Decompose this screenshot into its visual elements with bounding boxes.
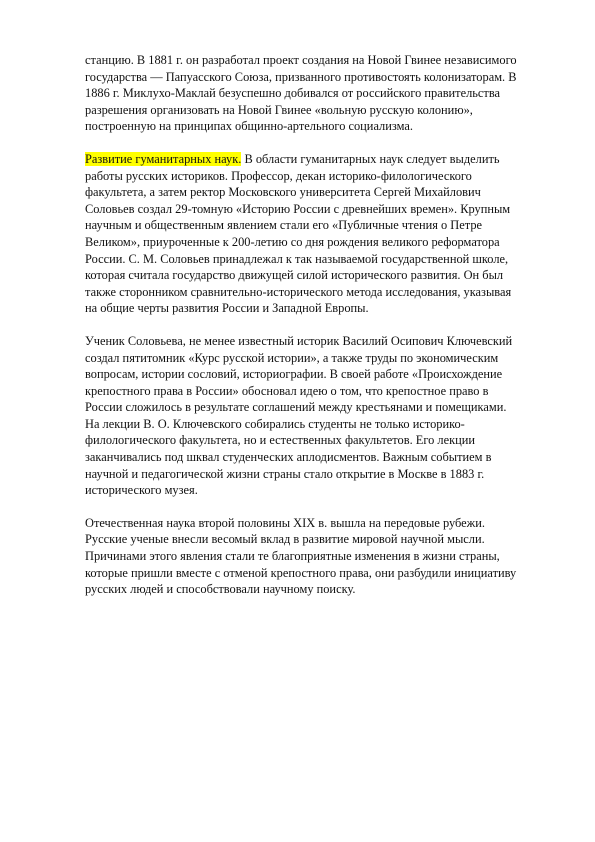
paragraph-humanities [85,151,517,317]
highlighted-heading: Развитие гуманитарных наук. [85,151,242,166]
paragraph-klyuchevsky [85,333,517,499]
paragraph-text: В области гуманитарных наук следует выделить работы русских историков. Профессор, декан историко-филологического факультета, а затем ректор Московского университета Сергей Михайлович Соловьев создал 29-томную «Историю России с древнейших времен». Крупным научным и общественным явлением стали его «Публичные чтения о Петре Великом», приуроченные к 200-летию со дня рождения великого реформатора России. С. М. Соловьев принадлежал к так называемой государственной школе, которая считала государство движущей силой исторического развития. Он был также сторонником сравнительно-исторического метода исследования, указывая на общие черты развития России и Западной Европы. [85,151,512,316]
paragraph-text: Ученик Соловьева, не менее известный историк Василий Осипович Ключевский создал пятитомник «Курс русской истории», а также труды по экономическим вопросам, истории сословий, историографии. В своей работе «Происхождение крепостного права в России» обосновал идею о том, что крепостное право в России сложилось в результате соглашений между крестьянами и помещиками. На лекции В. О. Ключевского собирались студенты не только историко-филологического факультета, но и естественных факультетов. Его лекции заканчивались под шквал студенческих аплодисментов. Важным событием в научной и педагогической жизни страны стало открытие в Москве в 1883 г. исторического музея. [85,333,513,498]
paragraph-text: Отечественная наука второй половины XIX в. вышла на передовые рубежи. Русские ученые внесли весомый вклад в развитие мировой научной мысли. Причинами этого явления стали те благоприятные изменения в жизни страны, которые пришли вместе с отменой крепостного права, они разбудили инициативу русских людей и способствовали научному поиску. [85,515,517,597]
paragraph-text: станцию. В 1881 г. он разработал проект создания на Новой Гвинее независимого государства — Папуасского Союза, призванного противостоять колонизаторам. В 1886 г. Миклухо-Маклай безуспешно добивался от российского правительства разрешения организовать на Новой Гвинее «вольную русскую колонию», построенную на принципах общинно-артельного социализма. [85,53,517,134]
paragraph-miklouho-maclay [85,52,517,135]
paragraph-conclusion [85,515,517,598]
document-page [85,52,517,614]
